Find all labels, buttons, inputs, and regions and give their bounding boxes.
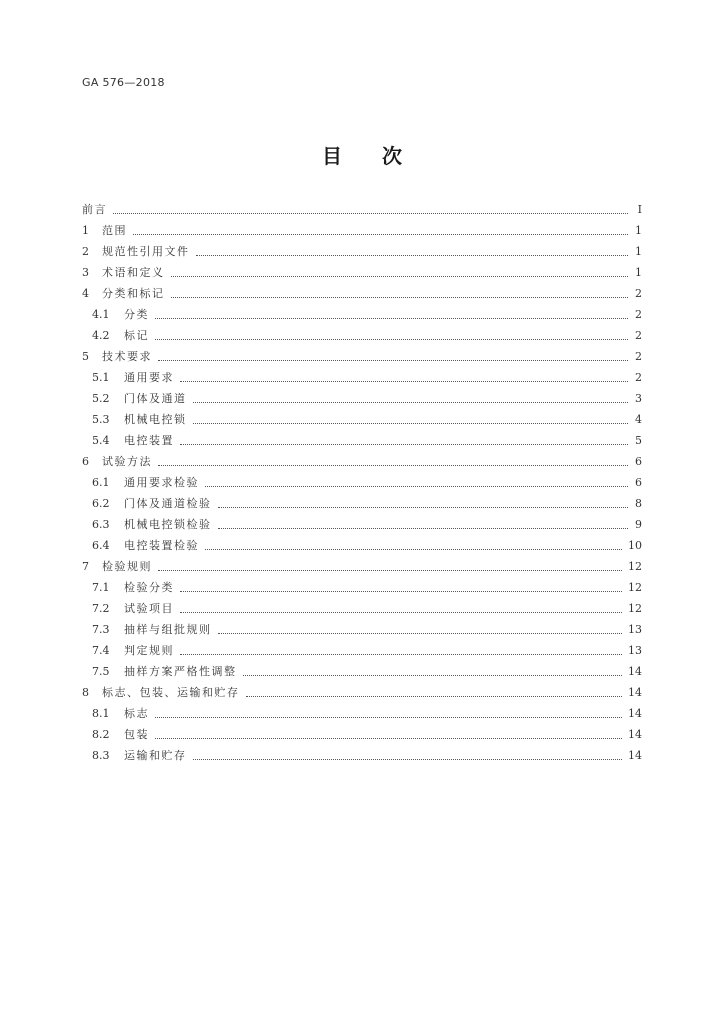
toc-entry-label: 机械电控锁检验 — [124, 518, 212, 531]
toc-entry[interactable] — [82, 262, 642, 283]
toc-dot-leader — [171, 296, 629, 298]
toc-entry-number: 7.2 — [92, 602, 110, 615]
toc-entry-label: 标志、包装、运输和贮存 — [102, 686, 240, 699]
toc-dot-leader — [218, 632, 623, 634]
toc-dot-leader — [205, 485, 628, 487]
toc-entry-label: 电控装置检验 — [124, 539, 199, 552]
toc-entry-label: 标记 — [124, 329, 149, 342]
toc-entry[interactable] — [82, 640, 642, 661]
toc-entry[interactable] — [82, 241, 642, 262]
toc-entry-number: 5.1 — [92, 371, 110, 384]
toc-entry-label: 试验方法 — [102, 455, 152, 468]
toc-entry-page: 12 — [628, 602, 642, 615]
toc-dot-leader — [193, 758, 623, 760]
toc-entry[interactable] — [82, 556, 642, 577]
toc-entry-page: Ⅰ — [637, 203, 642, 216]
toc-entry-page: 4 — [635, 413, 642, 426]
toc-entry-label: 标志 — [124, 707, 149, 720]
toc-entry-number: 6.3 — [92, 518, 110, 531]
toc-dot-leader — [133, 233, 628, 235]
toc-entry-page: 1 — [635, 266, 642, 279]
toc-dot-leader — [218, 506, 629, 508]
document-code: GA 576—2018 — [82, 76, 165, 89]
toc-entry-page: 6 — [635, 455, 642, 468]
toc-entry[interactable] — [82, 472, 642, 493]
toc-entry[interactable] — [82, 451, 642, 472]
toc-entry-page: 14 — [628, 665, 642, 678]
toc-dot-leader — [155, 317, 628, 319]
toc-entry-number: 4.1 — [92, 308, 110, 321]
toc-entry-number: 7 — [82, 560, 89, 573]
toc-entry-label: 抽样方案严格性调整 — [124, 665, 237, 678]
toc-entry-label: 分类和标记 — [102, 287, 165, 300]
toc-entry-number: 6.2 — [92, 497, 110, 510]
toc-entry-label: 规范性引用文件 — [102, 245, 190, 258]
toc-dot-leader — [158, 359, 628, 361]
toc-entry-number: 7.3 — [92, 623, 110, 636]
toc-entry-page: 14 — [628, 686, 642, 699]
toc-entry-label: 范围 — [102, 224, 127, 237]
toc-entry-number: 8.3 — [92, 749, 110, 762]
toc-entry-number: 1 — [82, 224, 89, 237]
toc-entry[interactable] — [82, 661, 642, 682]
toc-entry-page: 14 — [628, 749, 642, 762]
toc-entry-page: 13 — [628, 623, 642, 636]
toc-entry[interactable] — [82, 199, 642, 220]
toc-entry[interactable] — [82, 535, 642, 556]
toc-entry-number: 4.2 — [92, 329, 110, 342]
toc-entry-page: 5 — [635, 434, 642, 447]
toc-entry-number: 8 — [82, 686, 89, 699]
toc-dot-leader — [218, 527, 629, 529]
toc-entry-page: 3 — [635, 392, 642, 405]
toc-entry-page: 12 — [628, 581, 642, 594]
toc-dot-leader — [113, 212, 628, 214]
table-of-contents — [82, 199, 642, 766]
toc-dot-leader — [180, 380, 628, 382]
toc-dot-leader — [246, 695, 623, 697]
toc-entry-number: 5.4 — [92, 434, 110, 447]
toc-entry[interactable] — [82, 409, 642, 430]
toc-entry[interactable] — [82, 577, 642, 598]
toc-dot-leader — [180, 611, 622, 613]
toc-entry[interactable] — [82, 430, 642, 451]
toc-dot-leader — [158, 464, 628, 466]
toc-entry-label: 判定规则 — [124, 644, 174, 657]
toc-entry-page: 2 — [635, 287, 642, 300]
toc-entry-number: 7.5 — [92, 665, 110, 678]
toc-entry-page: 14 — [628, 707, 642, 720]
toc-entry-label: 抽样与组批规则 — [124, 623, 212, 636]
toc-dot-leader — [196, 254, 629, 256]
toc-entry-label: 电控装置 — [124, 434, 174, 447]
toc-dot-leader — [158, 569, 622, 571]
toc-entry-label: 技术要求 — [102, 350, 152, 363]
toc-entry[interactable] — [82, 703, 642, 724]
toc-entry-number: 6.1 — [92, 476, 110, 489]
toc-dot-leader — [180, 653, 622, 655]
toc-entry[interactable] — [82, 304, 642, 325]
toc-entry[interactable] — [82, 493, 642, 514]
toc-entry-page: 2 — [635, 350, 642, 363]
toc-entry-label: 试验项目 — [124, 602, 174, 615]
toc-dot-leader — [180, 590, 622, 592]
toc-entry-page: 2 — [635, 371, 642, 384]
toc-entry[interactable] — [82, 346, 642, 367]
toc-entry-number: 4 — [82, 287, 89, 300]
toc-entry[interactable] — [82, 367, 642, 388]
toc-entry-number: 6 — [82, 455, 89, 468]
toc-entry-page: 6 — [635, 476, 642, 489]
toc-dot-leader — [155, 338, 628, 340]
toc-entry-number: 2 — [82, 245, 89, 258]
toc-entry[interactable] — [82, 682, 642, 703]
toc-entry-label: 检验规则 — [102, 560, 152, 573]
toc-entry[interactable] — [82, 745, 642, 766]
toc-entry[interactable] — [82, 514, 642, 535]
toc-entry[interactable] — [82, 724, 642, 745]
toc-entry-label: 运输和贮存 — [124, 749, 187, 762]
toc-entry-page: 1 — [635, 224, 642, 237]
toc-entry-label: 门体及通道检验 — [124, 497, 212, 510]
toc-entry-label: 机械电控锁 — [124, 413, 187, 426]
toc-entry-page: 9 — [635, 518, 642, 531]
toc-entry-label: 前言 — [82, 203, 107, 216]
toc-entry[interactable] — [82, 598, 642, 619]
toc-entry-page: 14 — [628, 728, 642, 741]
toc-entry-page: 10 — [628, 539, 642, 552]
toc-dot-leader — [193, 422, 629, 424]
toc-entry-label: 通用要求 — [124, 371, 174, 384]
toc-dot-leader — [243, 674, 623, 676]
toc-entry-page: 1 — [635, 245, 642, 258]
toc-entry[interactable] — [82, 325, 642, 346]
toc-entry-label: 检验分类 — [124, 581, 174, 594]
toc-entry-label: 包装 — [124, 728, 149, 741]
toc-entry[interactable] — [82, 283, 642, 304]
toc-entry-page: 13 — [628, 644, 642, 657]
toc-entry-page: 2 — [635, 329, 642, 342]
toc-entry[interactable] — [82, 220, 642, 241]
toc-entry[interactable] — [82, 619, 642, 640]
toc-entry-label: 通用要求检验 — [124, 476, 199, 489]
toc-dot-leader — [180, 443, 628, 445]
toc-dot-leader — [193, 401, 629, 403]
toc-entry-number: 5.2 — [92, 392, 110, 405]
toc-entry-label: 术语和定义 — [102, 266, 165, 279]
toc-entry-number: 8.2 — [92, 728, 110, 741]
toc-entry-label: 门体及通道 — [124, 392, 187, 405]
toc-dot-leader — [155, 737, 622, 739]
page-title: 目次 — [322, 144, 442, 168]
toc-entry-number: 3 — [82, 266, 89, 279]
toc-entry-page: 2 — [635, 308, 642, 321]
toc-entry-page: 8 — [635, 497, 642, 510]
toc-entry-number: 5 — [82, 350, 89, 363]
toc-entry-number: 7.4 — [92, 644, 110, 657]
toc-entry-number: 7.1 — [92, 581, 110, 594]
toc-entry-number: 8.1 — [92, 707, 110, 720]
toc-entry-number: 6.4 — [92, 539, 110, 552]
toc-dot-leader — [155, 716, 622, 718]
toc-entry[interactable] — [82, 388, 642, 409]
toc-dot-leader — [171, 275, 629, 277]
toc-entry-label: 分类 — [124, 308, 149, 321]
toc-dot-leader — [205, 548, 622, 550]
toc-entry-number: 5.3 — [92, 413, 110, 426]
toc-entry-page: 12 — [628, 560, 642, 573]
